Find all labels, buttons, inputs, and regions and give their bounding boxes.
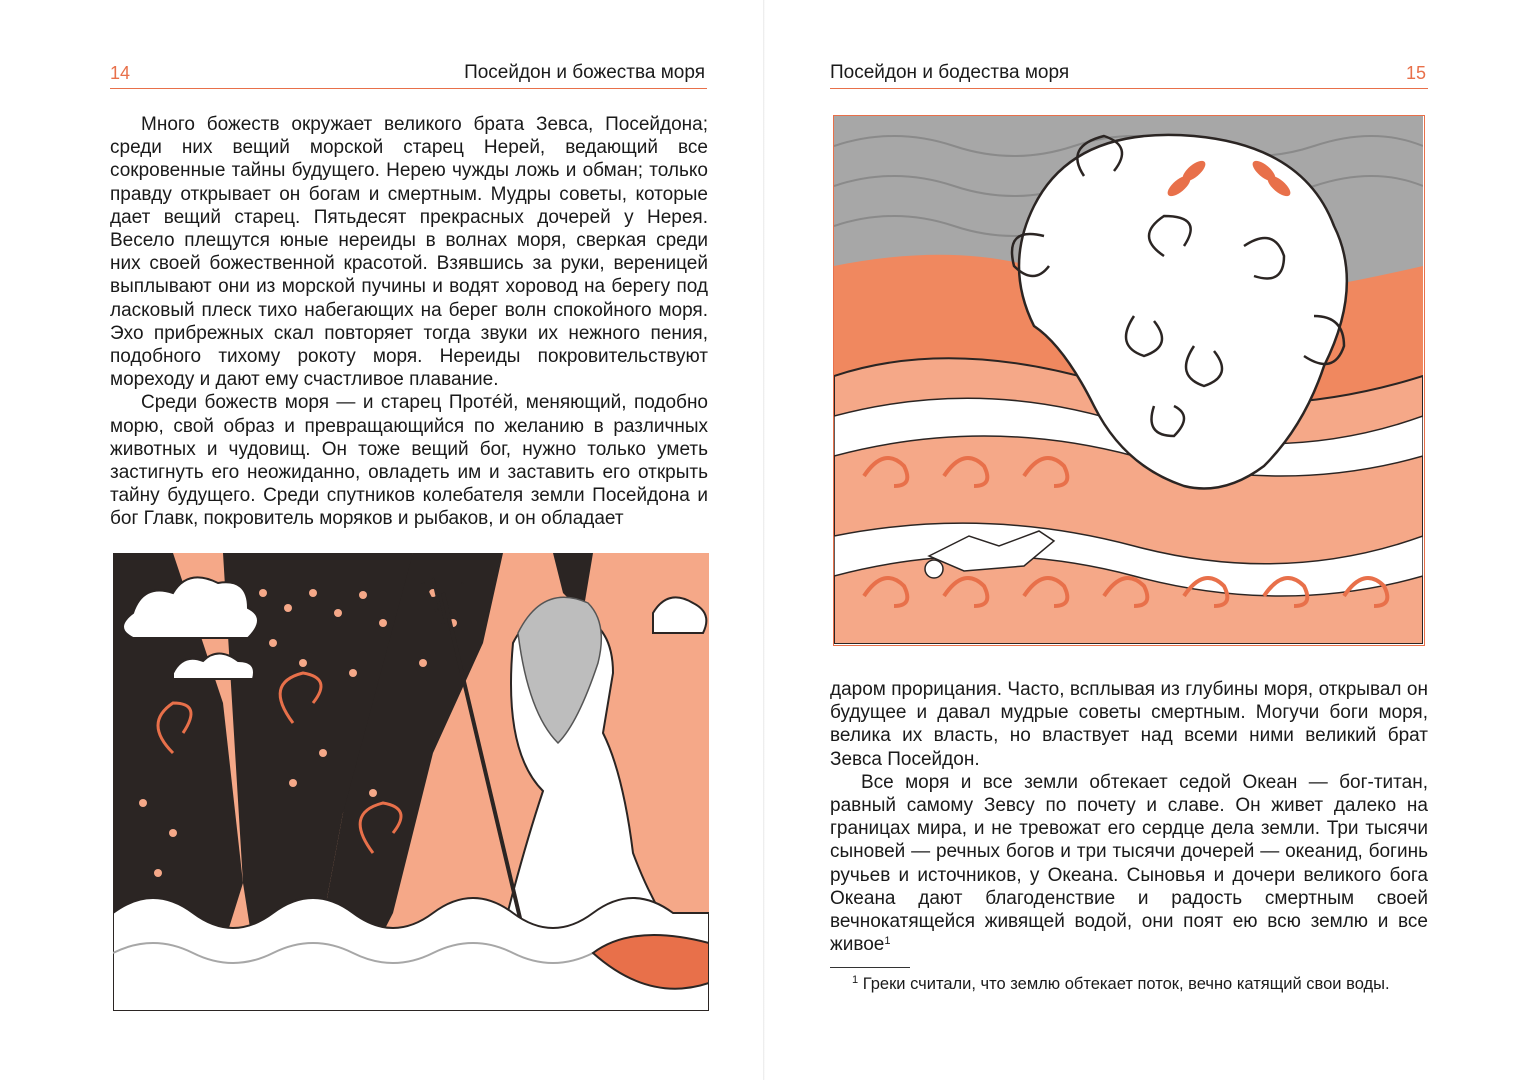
running-head-left (110, 58, 707, 89)
left-page-text (110, 113, 708, 531)
running-head-right (830, 58, 1428, 89)
footnote-text: Греки считали, что землю обтекает поток, вечно катящий свои воды. (862, 975, 1390, 993)
footnote-marker[interactable]: 1 (884, 935, 891, 948)
right-page (765, 0, 1529, 1080)
paragraph: Среди божеств моря — и старец Протéй, меняющий, подобно морю, свой образ и превращающийся по желанию в различных животных и чудовищ. Он тоже вещий бог, нужно только уметь застигнуть его неожиданно, овладеть им и заставить его открыть тайну будущего. Среди спутников колебателя земли Посейдона и бог Главк, покровитель моряков и рыбаков, и он обладает (110, 392, 708, 530)
footnote (830, 974, 1428, 996)
page-number-left: 14 (110, 63, 131, 83)
oceanus-illustration-art (834, 116, 1423, 644)
right-page-text (830, 678, 1428, 956)
running-head-title-right: Посейдон и бодества моря (830, 62, 1070, 83)
oceanus-illustration (833, 115, 1425, 646)
left-page (0, 0, 764, 1080)
paragraph (830, 771, 1428, 957)
footnote-number: 1 (852, 974, 859, 986)
poseidon-illustration-art (113, 553, 709, 1011)
paragraph-text: Все моря и все земли обтекает седой Океан — бог-титан, равный самому Зевсу по почету и славе. Он живет далеко на границах мира, и не тревожат его сердце дела земли. Три тысячи сыновей — речных богов и три тысячи дочерей — океанид, богинь ручьев и источников, у Океана. Сыновья и дочери великого бога Океана дают благоденствие и радость смертным своей вечнокатящейся живящей водой, они поят ею всю землю и все живое (830, 771, 1428, 956)
running-head-title-left: Посейдон и божества моря (464, 62, 705, 83)
paragraph: даром прорицания. Часто, всплывая из глубины моря, открывал он будущее и давал мудрые советы смертным. Могучи боги моря, велика их власть, но властвует над всеми ними великий брат Зевса Посейдон. (830, 679, 1428, 770)
footnote-divider (830, 967, 910, 968)
poseidon-illustration (113, 553, 709, 1011)
paragraph: Много божеств окружает великого брата Зевса, Посейдона; среди них вещий морской старец Нерей, ведающий все сокровенные тайны будущего. Нерею чужды ложь и обман; только правду открывает он богам и смертным. Мудры советы, которые дает вещий старец. Пятьдесят прекрасных дочерей у Нерея. Весело плещутся юные нереиды в волнах моря, сверкая среди них своей божественной красотой. Взявшись за руки, вереницей выплывают они из морской пучины и водят хоровод на берегу под ласковый плеск тихо набегающих на берег волн спокойного моря. Эхо прибрежных скал повторяет тогда звуки их нежного пения, подобного тихому рокоту моря. Нереиды покровительствуют мореходу и дают ему счастливое плавание. (110, 114, 708, 391)
page-number-right: 15 (1405, 63, 1426, 83)
